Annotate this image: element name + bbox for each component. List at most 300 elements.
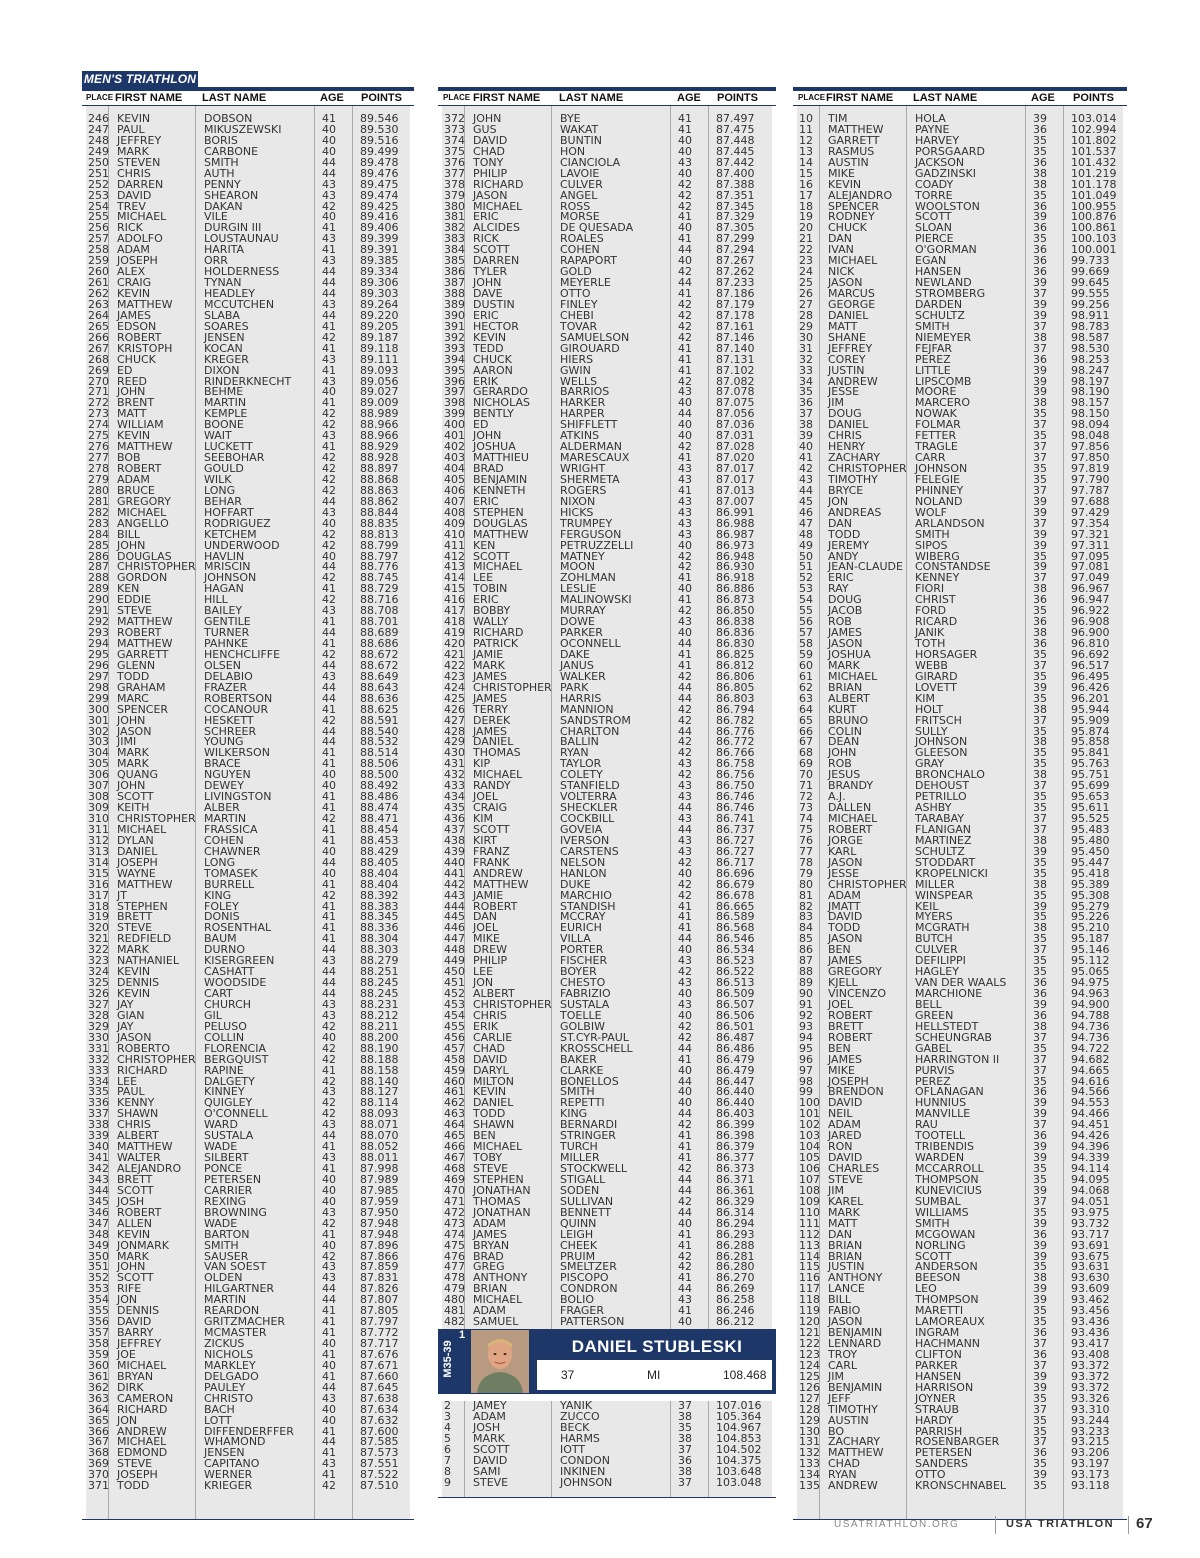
cell-last-name: FEJFAR	[915, 341, 953, 355]
cell-points: 94.451	[1071, 1118, 1110, 1132]
cell-place: 67	[799, 735, 813, 749]
cell-age: 42	[678, 702, 692, 716]
cell-last-name: TOOTELL	[915, 1129, 965, 1143]
cell-age: 40	[678, 1063, 692, 1077]
cell-age: 40	[678, 866, 692, 880]
cell-place: 375	[444, 144, 465, 158]
cell-age: 41	[322, 363, 336, 377]
cell-last-name: UNDERWOOD	[204, 538, 280, 552]
cell-points: 94.900	[1071, 997, 1110, 1011]
cell-points: 88.643	[360, 680, 399, 694]
cell-place: 125	[799, 1369, 820, 1383]
cell-last-name: THOMPSON	[915, 1172, 979, 1186]
cell-last-name: ORR	[204, 254, 228, 268]
cell-last-name: HANSEN	[915, 1369, 962, 1383]
cell-points: 100.001	[1071, 243, 1117, 257]
cell-first-name: KEVIN	[117, 965, 151, 979]
cell-first-name: DANIEL	[473, 735, 514, 749]
cell-points: 86.918	[716, 571, 755, 585]
cell-place: 324	[88, 965, 109, 979]
cell-age: 40	[322, 385, 336, 399]
header-place: PLACE	[86, 93, 114, 102]
cell-first-name: TIMOTHY	[828, 1402, 878, 1416]
cell-points: 87.717	[360, 1337, 399, 1350]
cell-first-name: DEAN	[828, 735, 860, 749]
cell-place: 449	[444, 954, 465, 968]
cell-first-name: JONATHAN	[473, 1205, 531, 1219]
cell-place: 252	[88, 177, 109, 191]
cell-points: 87.262	[716, 265, 755, 279]
cell-last-name: MRISCIN	[204, 560, 251, 574]
cell-points: 95.483	[1071, 822, 1110, 836]
cell-age: 43	[678, 976, 692, 990]
cell-points: 88.492	[360, 779, 399, 793]
cell-last-name: QUIGLEY	[204, 1096, 253, 1110]
cell-points: 86.212	[716, 1315, 755, 1329]
cell-points: 89.303	[360, 287, 399, 300]
cell-points: 88.245	[360, 976, 399, 990]
cell-age: 42	[678, 374, 692, 388]
cell-age: 39	[1033, 997, 1047, 1011]
cell-place: 400	[444, 418, 465, 432]
cell-last-name: COLLIN	[204, 1030, 245, 1044]
cell-age: 40	[322, 133, 336, 147]
cell-age: 42	[322, 451, 336, 465]
cell-age: 38	[1033, 735, 1047, 749]
cell-last-name: CHEEK	[560, 1238, 598, 1252]
cell-place: 22	[799, 243, 813, 257]
cell-points: 86.988	[716, 516, 755, 530]
cell-last-name: JOHNSON	[204, 571, 257, 585]
cell-points: 88.929	[360, 440, 399, 454]
cell-first-name: ERIC	[473, 593, 499, 607]
cell-points: 97.787	[1071, 483, 1110, 497]
cell-place: 9	[444, 1475, 451, 1489]
cell-points: 86.873	[716, 593, 755, 607]
cell-place: 476	[444, 1249, 465, 1263]
cell-last-name: COHEN	[204, 833, 244, 847]
cell-place: 376	[444, 155, 465, 169]
cell-last-name: GOULD	[204, 462, 244, 475]
cell-last-name: MCMASTER	[204, 1326, 267, 1340]
cell-age: 39	[1033, 538, 1047, 552]
cell-place: 444	[444, 899, 465, 913]
cell-age: 42	[678, 199, 692, 213]
cell-first-name: JAY	[117, 1019, 134, 1033]
cell-place: 329	[88, 1019, 109, 1033]
cell-first-name: PHILIP	[473, 166, 508, 180]
cell-place: 481	[444, 1304, 465, 1318]
cell-last-name: SAMUELSON	[560, 330, 630, 344]
cell-last-name: HARRISON	[915, 1380, 974, 1394]
cell-age: 41	[678, 1304, 692, 1318]
cell-age: 42	[678, 177, 692, 191]
cell-first-name: JAMES	[473, 1227, 507, 1241]
cell-first-name: ANGELLO	[117, 516, 169, 530]
cell-place: 394	[444, 352, 465, 366]
cell-age: 41	[678, 1129, 692, 1143]
cell-last-name: BALLIN	[560, 735, 599, 749]
cell-place: 71	[799, 779, 813, 793]
cell-age: 40	[678, 1008, 692, 1022]
cell-age: 41	[322, 1326, 336, 1340]
cell-first-name: BOB	[117, 451, 141, 465]
cell-points: 93.456	[1071, 1304, 1110, 1318]
cell-place: 45	[799, 494, 813, 508]
cell-last-name: SMELTZER	[560, 1260, 617, 1274]
cell-points: 86.696	[716, 866, 755, 880]
cell-age: 41	[322, 1446, 336, 1460]
cell-first-name: JOSEPH	[117, 855, 158, 869]
cell-points: 87.017	[716, 472, 755, 486]
cell-points: 86.886	[716, 582, 755, 596]
cell-age: 43	[322, 954, 336, 968]
cell-age: 37	[1033, 1052, 1047, 1066]
cell-last-name: FOLMAR	[915, 418, 961, 432]
cell-last-name: EGAN	[915, 254, 947, 268]
cell-place: 107	[799, 1172, 820, 1186]
cell-place: 122	[799, 1337, 820, 1350]
cell-age: 37	[678, 1399, 692, 1412]
cell-points: 86.288	[716, 1238, 755, 1252]
cell-place: 44	[799, 483, 813, 497]
cell-first-name: BRYCE	[828, 483, 864, 497]
cell-points: 88.474	[360, 801, 399, 815]
cell-place: 275	[88, 429, 109, 443]
cell-first-name: STEVE	[828, 1172, 864, 1186]
cell-place: 287	[88, 560, 109, 574]
cell-first-name: AUSTIN	[828, 155, 869, 169]
cell-age: 35	[1033, 232, 1047, 246]
cell-place: 377	[444, 166, 465, 180]
cell-first-name: LEE	[473, 571, 494, 585]
cell-age: 42	[678, 297, 692, 311]
cell-points: 88.701	[360, 615, 399, 629]
cell-points: 86.281	[716, 1249, 755, 1263]
cell-age: 40	[678, 418, 692, 432]
cell-points: 93.436	[1071, 1326, 1110, 1340]
division-label: M35-39	[442, 1340, 454, 1378]
cell-last-name: RINDERKNECHT	[204, 374, 292, 388]
cell-first-name: DYLAN	[117, 833, 154, 847]
cell-first-name: MICHAEL	[828, 669, 878, 683]
cell-age: 39	[1033, 1151, 1047, 1165]
cell-points: 104.967	[716, 1420, 762, 1434]
cell-first-name: MATTHEW	[473, 527, 529, 541]
cell-first-name: DARREN	[473, 254, 520, 268]
cell-points: 96.967	[1071, 582, 1110, 596]
cell-place: 379	[444, 188, 465, 202]
cell-age: 37	[1033, 943, 1047, 957]
cell-last-name: CIANCIOLA	[560, 155, 621, 169]
cell-first-name: ANDREW	[117, 1424, 167, 1438]
cell-points: 87.388	[716, 177, 755, 191]
footer-site: USATRIATHLON.ORG	[834, 1519, 960, 1530]
cell-first-name: SCOTT	[473, 243, 510, 257]
cell-place: 311	[88, 822, 109, 836]
cell-first-name: ERIC	[473, 494, 499, 508]
cell-place: 319	[88, 910, 109, 924]
cell-age: 41	[678, 910, 692, 924]
cell-first-name: BRYAN	[117, 1369, 154, 1383]
cell-first-name: CARLIE	[473, 1030, 513, 1044]
cell-place: 346	[88, 1205, 109, 1219]
cell-last-name: MARCERO	[915, 396, 971, 410]
cell-points: 96.908	[1071, 615, 1110, 629]
cell-age: 43	[678, 997, 692, 1011]
cell-place: 470	[444, 1183, 465, 1197]
header-place: PLACE	[798, 93, 826, 102]
cell-points: 87.329	[716, 210, 755, 224]
cell-age: 35	[1033, 429, 1047, 443]
cell-age: 38	[1033, 833, 1047, 847]
cell-first-name: TREV	[117, 199, 146, 213]
cell-place: 43	[799, 472, 813, 486]
cell-age: 36	[1033, 1326, 1047, 1340]
cell-age: 40	[322, 1030, 336, 1044]
cell-points: 93.975	[1071, 1205, 1110, 1219]
cell-last-name: HORSAGER	[915, 647, 978, 661]
cell-place: 344	[88, 1183, 109, 1197]
cell-last-name: COLETY	[560, 768, 603, 782]
cell-first-name: BOBBY	[473, 604, 511, 618]
cell-first-name: JAMEY	[473, 1399, 507, 1412]
cell-last-name: SCOTT	[915, 210, 952, 224]
cell-first-name: CHRIS	[473, 1008, 507, 1022]
cell-last-name: OFLANAGAN	[915, 1085, 984, 1099]
cell-place: 460	[444, 1074, 465, 1088]
cell-points: 97.819	[1071, 462, 1110, 475]
cell-age: 35	[1033, 691, 1047, 705]
cell-place: 47	[799, 516, 813, 530]
cell-place: 436	[444, 812, 465, 825]
cell-age: 37	[1033, 1358, 1047, 1372]
cell-age: 43	[322, 669, 336, 683]
cell-last-name: PAYNE	[915, 122, 950, 136]
cell-points: 88.114	[360, 1096, 399, 1110]
cell-points: 94.114	[1071, 1162, 1110, 1175]
cell-last-name: CLARKE	[560, 1063, 604, 1077]
cell-last-name: MOON	[560, 560, 596, 574]
cell-points: 87.985	[360, 1183, 399, 1197]
cell-age: 40	[322, 844, 336, 858]
cell-last-name: WILLIAMS	[915, 1205, 969, 1219]
cell-first-name: MILTON	[473, 1074, 514, 1088]
cell-place: 257	[88, 232, 109, 246]
cell-place: 79	[799, 866, 813, 880]
cell-last-name: HIERS	[560, 352, 594, 366]
cell-age: 41	[322, 112, 336, 125]
cell-first-name: JOSEPH	[828, 1074, 869, 1088]
cell-place: 469	[444, 1172, 465, 1186]
cell-last-name: STOCKWELL	[560, 1162, 627, 1175]
cell-first-name: EDSON	[117, 319, 157, 333]
cell-points: 94.975	[1071, 976, 1110, 990]
cell-place: 251	[88, 166, 109, 180]
cell-age: 37	[1033, 571, 1047, 585]
results-column-1	[82, 87, 414, 1520]
cell-points: 88.200	[360, 1030, 399, 1044]
cell-last-name: HARVEY	[915, 133, 960, 147]
cell-last-name: PISCOPO	[560, 1271, 609, 1285]
cell-age: 44	[322, 1282, 336, 1296]
result-row	[438, 1317, 776, 1328]
cell-age: 44	[322, 265, 336, 279]
cell-first-name: GLENN	[117, 658, 156, 672]
cell-points: 87.078	[716, 385, 755, 399]
cell-first-name: DANIEL	[473, 1096, 514, 1110]
cell-place: 97	[799, 1063, 813, 1077]
cell-place: 294	[88, 637, 109, 650]
cell-first-name: REED	[117, 374, 148, 388]
cell-last-name: ANDERSON	[915, 1260, 978, 1274]
cell-first-name: DREW	[473, 943, 507, 957]
cell-first-name: ROBERT	[828, 822, 873, 836]
cell-points: 87.056	[716, 407, 755, 421]
cell-last-name: DOBSON	[204, 112, 253, 125]
cell-place: 437	[444, 822, 465, 836]
cell-last-name: IOTT	[560, 1442, 586, 1456]
cell-first-name: MARC	[117, 691, 149, 705]
cell-last-name: PETERSEN	[915, 1446, 973, 1460]
cell-last-name: HELLSTEDT	[915, 1019, 979, 1033]
cell-age: 43	[678, 779, 692, 793]
cell-points: 87.233	[716, 276, 755, 290]
cell-last-name: STODDART	[915, 855, 976, 869]
cell-points: 89.416	[360, 210, 399, 224]
cell-age: 44	[678, 407, 692, 421]
cell-place: 369	[88, 1457, 109, 1471]
cell-points: 95.447	[1071, 855, 1110, 869]
cell-first-name: BRUNO	[828, 713, 869, 727]
cell-last-name: BROWNING	[204, 1205, 267, 1219]
cell-points: 97.850	[1071, 451, 1110, 465]
cell-first-name: JASON	[828, 855, 863, 869]
cell-last-name: QUINN	[560, 1216, 597, 1230]
cell-last-name: WOLF	[915, 505, 947, 519]
cell-place: 62	[799, 680, 813, 694]
cell-last-name: INGRAM	[915, 1326, 960, 1340]
cell-first-name: STEPHEN	[117, 899, 168, 913]
cell-place: 277	[88, 451, 109, 465]
cell-points: 89.499	[360, 144, 399, 158]
cell-points: 89.406	[360, 221, 399, 235]
cell-first-name: COREY	[828, 352, 866, 366]
cell-last-name: SMITH	[915, 319, 950, 333]
cell-points: 88.591	[360, 713, 399, 727]
cell-first-name: MICHAEL	[117, 210, 167, 224]
cell-age: 37	[1033, 822, 1047, 836]
cell-first-name: FRANZ	[473, 844, 510, 858]
cell-points: 89.478	[360, 155, 399, 169]
cell-points: 88.532	[360, 735, 399, 749]
cell-age: 42	[678, 965, 692, 979]
cell-age: 41	[322, 1424, 336, 1438]
cell-first-name: CHAD	[473, 144, 505, 158]
cell-age: 41	[678, 647, 692, 661]
cell-last-name: HAGAN	[204, 582, 244, 596]
cell-last-name: YOUNG	[204, 735, 244, 749]
cell-place: 413	[444, 560, 465, 574]
cell-place: 288	[88, 571, 109, 585]
cell-age: 37	[1033, 440, 1047, 454]
cell-age: 41	[678, 899, 692, 913]
cell-points: 94.466	[1071, 1107, 1110, 1121]
cell-place: 382	[444, 221, 465, 235]
cell-place: 404	[444, 462, 465, 475]
cell-points: 87.645	[360, 1380, 399, 1394]
cell-points: 95.450	[1071, 844, 1110, 858]
cell-age: 41	[678, 658, 692, 672]
cell-age: 42	[678, 768, 692, 782]
cell-first-name: KEVIN	[117, 1227, 151, 1241]
cell-points: 88.453	[360, 833, 399, 847]
cell-last-name: WOOLSTON	[915, 199, 980, 213]
cell-first-name: BRAD	[473, 462, 504, 475]
cell-place: 390	[444, 308, 465, 322]
cell-place: 479	[444, 1282, 465, 1296]
cell-age: 43	[322, 604, 336, 618]
cell-first-name: MICHAEL	[473, 768, 523, 782]
cell-age: 39	[1033, 1238, 1047, 1252]
cell-place: 314	[88, 855, 109, 869]
cell-place: 68	[799, 746, 813, 760]
cell-place: 56	[799, 615, 813, 629]
cell-place: 360	[88, 1358, 109, 1372]
cell-age: 35	[1033, 1315, 1047, 1329]
cell-last-name: BOYER	[560, 965, 597, 979]
cell-place: 345	[88, 1194, 109, 1208]
cell-points: 88.070	[360, 1129, 399, 1143]
cell-place: 350	[88, 1249, 109, 1263]
cell-first-name: DOUG	[828, 593, 862, 607]
cell-place: 374	[444, 133, 465, 147]
cell-place: 338	[88, 1118, 109, 1132]
cell-place: 386	[444, 265, 465, 279]
cell-points: 87.585	[360, 1435, 399, 1449]
cell-last-name: STIGALL	[560, 1172, 606, 1186]
cell-last-name: BORIS	[204, 133, 238, 147]
cell-points: 88.405	[360, 855, 399, 869]
cell-last-name: SAUSER	[204, 1249, 249, 1263]
cell-last-name: COCKBILL	[560, 812, 615, 825]
cell-last-name: HANSEN	[915, 265, 962, 279]
cell-first-name: KEITH	[117, 801, 150, 815]
cell-points: 94.736	[1071, 1019, 1110, 1033]
cell-first-name: MARK	[117, 1249, 149, 1263]
cell-last-name: HARRINGTON II	[915, 1052, 1000, 1066]
cell-first-name: ANDY	[828, 549, 859, 563]
cell-first-name: SCOTT	[117, 1271, 154, 1285]
cell-age: 41	[678, 341, 692, 355]
cell-place: 447	[444, 932, 465, 946]
cell-age: 38	[1033, 177, 1047, 191]
cell-points: 94.736	[1071, 1030, 1110, 1044]
cell-place: 356	[88, 1315, 109, 1329]
cell-age: 43	[678, 505, 692, 519]
cell-age: 35	[1033, 1074, 1047, 1088]
cell-points: 86.479	[716, 1063, 755, 1077]
cell-first-name: RODNEY	[828, 210, 875, 224]
cell-last-name: SIPOS	[915, 538, 948, 552]
cell-last-name: FERGUSON	[560, 527, 622, 541]
cell-age: 44	[678, 691, 692, 705]
cell-first-name: AUSTIN	[828, 1413, 869, 1427]
cell-place: 333	[88, 1063, 109, 1077]
cell-last-name: CARBONE	[204, 144, 259, 158]
cell-last-name: NIXON	[560, 494, 596, 508]
cell-first-name: LEE	[473, 965, 494, 979]
